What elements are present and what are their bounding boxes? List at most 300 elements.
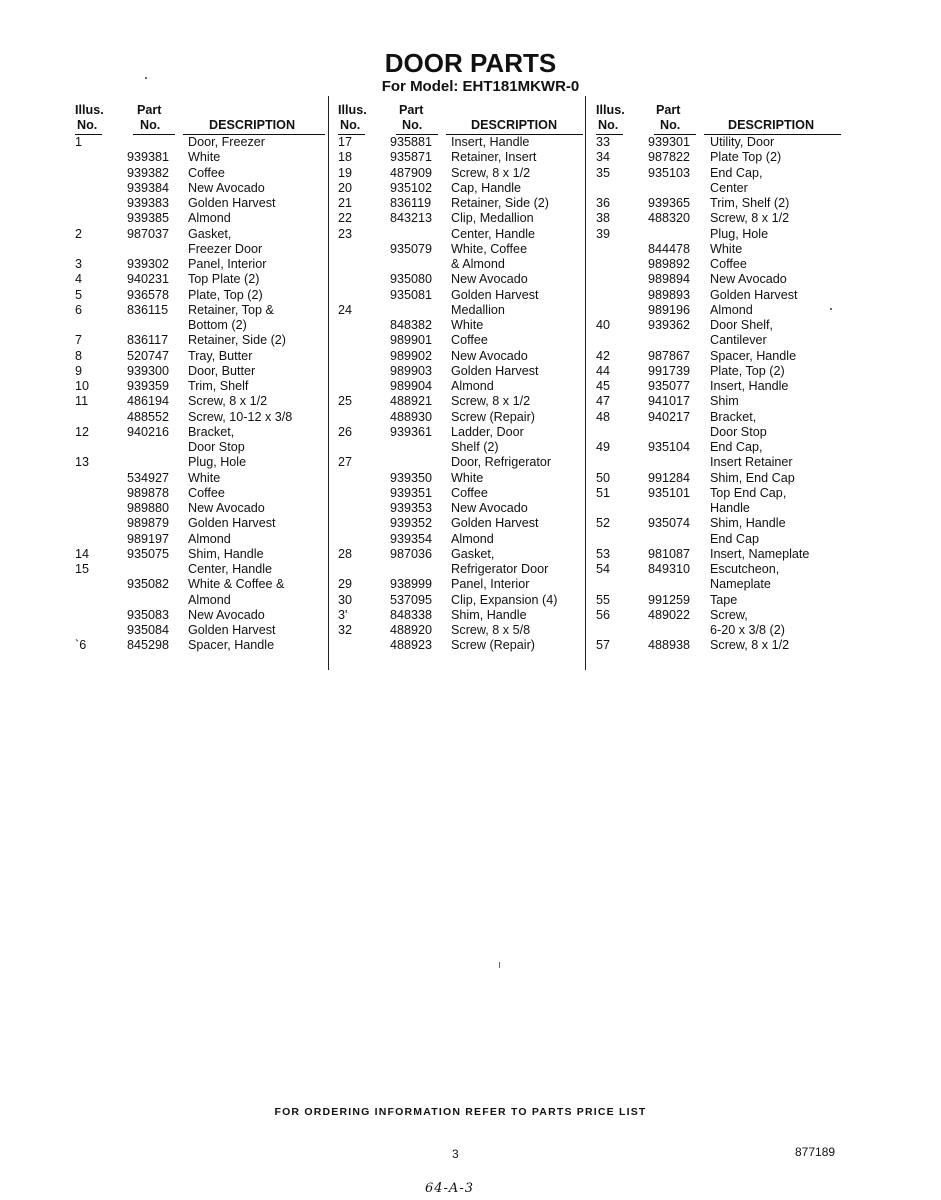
part-no-cell: 989902 [390, 348, 433, 363]
part-no-cell: 991284 [648, 470, 691, 485]
table-row [75, 593, 325, 608]
column-divider-2 [585, 96, 586, 670]
description-cell: Door Stop [710, 424, 767, 439]
part-no-cell: 486194 [127, 394, 170, 409]
illus-no-cell: 32 [338, 623, 353, 637]
part-no-cell: 939359 [127, 379, 170, 393]
part-no-cell: 989879 [127, 516, 170, 531]
part-header: Part [656, 103, 681, 117]
part-no-cell: 941017 [648, 394, 691, 409]
part-no-cell: 935101 [648, 485, 691, 500]
table-row [75, 135, 325, 150]
part-header: Part [137, 103, 162, 117]
column-header [338, 103, 583, 135]
table-row [75, 516, 325, 531]
description-cell: 6-20 x 3/8 (2) [710, 623, 785, 637]
illus-no-cell: 5 [75, 287, 83, 302]
part-no-cell: 989893 [648, 287, 691, 302]
table-row [338, 440, 583, 455]
description-cell: Clip, Expansion (4) [451, 592, 558, 607]
description-cell: Tray, Butter [188, 348, 253, 363]
description-cell: Coffee [451, 333, 488, 348]
description-cell: Insert, Handle [710, 379, 789, 393]
part-no-cell: 989901 [390, 333, 433, 348]
table-row [338, 394, 583, 409]
table-row [596, 577, 841, 592]
illus-no-cell: `6 [75, 638, 87, 653]
table-row [75, 333, 325, 348]
table-row [596, 135, 841, 150]
illus-no-header: No. [598, 118, 619, 132]
part-no-cell: 935083 [127, 607, 170, 622]
table-row [338, 379, 583, 394]
part-no-cell: 939361 [390, 424, 433, 439]
description-cell: White & Coffee & [188, 577, 285, 592]
part-no-cell: 939351 [390, 485, 433, 500]
part-no-cell: 935102 [390, 180, 433, 195]
description-cell: Screw, 10-12 x 3/8 [188, 409, 293, 424]
table-row [596, 257, 841, 272]
table-row [338, 242, 583, 257]
part-no-cell: 939353 [390, 501, 433, 515]
table-row [596, 333, 841, 348]
description-cell: New Avocado [710, 272, 787, 287]
illus-no-cell: 12 [75, 424, 90, 439]
illus-no-cell: 24 [338, 302, 353, 317]
part-no-cell: 488921 [390, 394, 433, 409]
description-cell: Retainer, Side (2) [451, 196, 550, 210]
illus-no-cell: 22 [338, 211, 353, 226]
description-cell: Handle [710, 501, 750, 515]
description-cell: Spacer, Handle [710, 348, 797, 363]
illus-no-cell: 3' [338, 607, 348, 622]
illus-no-cell: 47 [596, 394, 611, 409]
table-row [596, 379, 841, 394]
table-row [75, 577, 325, 592]
table-row [596, 242, 841, 257]
part-no-cell: 939302 [127, 257, 170, 271]
table-row [75, 364, 325, 379]
illus-no-cell: 10 [75, 379, 90, 393]
part-no-cell: 836119 [390, 196, 432, 210]
table-row [75, 150, 325, 165]
description-cell: New Avocado [188, 180, 265, 195]
description-cell: Coffee [451, 485, 488, 500]
table-row [338, 562, 583, 577]
description-cell: Shim [710, 394, 739, 409]
description-cell: New Avocado [188, 607, 265, 622]
table-row [596, 532, 841, 547]
table-row [338, 196, 583, 211]
table-row [338, 288, 583, 303]
illus-no-cell: 56 [596, 607, 611, 622]
description-cell: Screw, 8 x 1/2 [710, 638, 790, 653]
part-no-cell: 989196 [648, 302, 691, 317]
document-number: 877189 [795, 1145, 836, 1159]
illus-no-cell: 39 [596, 226, 611, 241]
description-cell: Shim, Handle [451, 607, 527, 622]
page-number: 3 [452, 1147, 459, 1161]
description-cell: Screw, 8 x 5/8 [451, 623, 531, 637]
table-row [338, 593, 583, 608]
part-no-cell: 939300 [127, 363, 170, 378]
description-cell: Shelf (2) [451, 440, 499, 454]
table-row [75, 532, 325, 547]
description-cell: Spacer, Handle [188, 638, 275, 653]
table-row [75, 257, 325, 272]
table-row [596, 150, 841, 165]
description-cell: Shim, End Cap [710, 470, 795, 485]
illus-no-cell: 52 [596, 516, 611, 531]
table-row [338, 623, 583, 638]
description-cell: Golden Harvest [451, 363, 539, 378]
description-header: DESCRIPTION [471, 118, 558, 132]
table-row [75, 379, 325, 394]
part-no-cell: 935103 [648, 165, 691, 180]
part-no-cell: 939385 [127, 211, 170, 226]
table-row [596, 562, 841, 577]
table-row [338, 272, 583, 287]
table-row [75, 227, 325, 242]
table-row [596, 227, 841, 242]
part-no-cell: 939352 [390, 516, 433, 531]
description-cell: Shim, Handle [188, 546, 264, 561]
table-row [596, 318, 841, 333]
part-no-cell: 488320 [648, 211, 691, 226]
illus-no-cell: 2 [75, 226, 83, 241]
part-no-cell: 935077 [648, 379, 691, 393]
illus-header: Illus. [338, 103, 367, 117]
illus-no-cell: 21 [338, 196, 353, 210]
table-row [596, 471, 841, 486]
illus-no-cell: 9 [75, 363, 83, 378]
table-row [338, 364, 583, 379]
illus-no-cell: 15 [75, 562, 90, 576]
description-cell: Freezer Door [188, 241, 263, 256]
table-row [338, 181, 583, 196]
table-row [338, 211, 583, 226]
table-row [75, 303, 325, 318]
table-row [596, 608, 841, 623]
table-row [338, 638, 583, 653]
table-row [338, 547, 583, 562]
description-cell: Plug, Hole [188, 455, 247, 470]
table-row [75, 562, 325, 577]
description-cell: Bracket, [710, 409, 757, 424]
illus-no-cell: 14 [75, 546, 90, 561]
description-cell: Insert Retainer [710, 455, 793, 470]
part-no-cell: 843213 [390, 211, 433, 226]
part-no-cell: 989904 [390, 379, 433, 393]
description-cell: Door, Refrigerator [451, 455, 552, 470]
illus-no-cell: 25 [338, 394, 353, 409]
description-cell: Golden Harvest [451, 516, 539, 531]
table-row [596, 364, 841, 379]
description-cell: Bottom (2) [188, 318, 247, 332]
description-cell: Nameplate [710, 577, 771, 592]
table-row [338, 349, 583, 364]
description-cell: Plug, Hole [710, 226, 769, 241]
table-row [75, 455, 325, 470]
description-cell: Retainer, Insert [451, 150, 537, 165]
illus-no-cell: 44 [596, 363, 611, 378]
table-row [75, 394, 325, 409]
description-cell: Center [710, 180, 748, 195]
table-row [596, 181, 841, 196]
table-row [596, 410, 841, 425]
part-no-cell: 488923 [390, 638, 433, 653]
illus-no-cell: 3 [75, 257, 83, 271]
part-no-cell: 935104 [648, 440, 691, 454]
illus-no-cell: 20 [338, 180, 353, 195]
description-cell: New Avocado [451, 501, 528, 515]
illus-no-cell: 42 [596, 348, 611, 363]
table-row [596, 501, 841, 516]
illus-no-cell: 55 [596, 592, 611, 607]
table-row [338, 501, 583, 516]
part-no-cell: 991259 [648, 592, 691, 607]
part-no-cell: 844478 [648, 241, 691, 256]
table-row [75, 242, 325, 257]
model-subtitle: For Model: EHT181MKWR-0 [381, 78, 580, 95]
part-no-cell: 939354 [390, 531, 433, 546]
table-row [75, 166, 325, 181]
table-row [596, 455, 841, 470]
description-cell: Screw (Repair) [451, 638, 535, 653]
description-cell: Center, Handle [188, 562, 273, 576]
table-row [596, 349, 841, 364]
part-no-cell: 848338 [390, 607, 433, 622]
description-cell: Retainer, Top & [188, 302, 274, 317]
description-cell: Plate, Top (2) [188, 287, 263, 302]
table-row [596, 440, 841, 455]
part-no-cell: 939350 [390, 470, 433, 485]
description-cell: Almond [188, 531, 231, 546]
description-cell: White [710, 241, 743, 256]
table-row [596, 638, 841, 653]
description-cell: White [188, 150, 221, 165]
description-cell: Ladder, Door [451, 424, 524, 439]
part-no-cell: 939384 [127, 180, 170, 195]
part-no-cell: 991739 [648, 363, 691, 378]
part-no-cell: 989880 [127, 501, 170, 515]
part-no-cell: 537095 [390, 592, 433, 607]
description-cell: Cantilever [710, 333, 767, 348]
description-cell: Shim, Handle [710, 516, 786, 531]
illus-no-cell: 8 [75, 348, 83, 363]
table-row [338, 516, 583, 531]
description-cell: End Cap, [710, 165, 763, 180]
description-cell: Clip, Medallion [451, 211, 534, 226]
table-row [596, 394, 841, 409]
description-cell: Screw, 8 x 1/2 [710, 211, 790, 226]
description-cell: Screw (Repair) [451, 409, 535, 424]
description-cell: Retainer, Side (2) [188, 333, 287, 348]
description-cell: Coffee [188, 165, 225, 180]
illus-no-cell: 6 [75, 302, 83, 317]
table-row [596, 272, 841, 287]
table-row [338, 227, 583, 242]
part-no-cell: 987867 [648, 348, 691, 363]
illus-no-cell: 57 [596, 638, 611, 653]
part-no-header: No. [660, 118, 681, 132]
description-cell: Center, Handle [451, 226, 536, 241]
part-no-cell: 935881 [390, 135, 433, 149]
part-no-cell: 940231 [127, 272, 170, 287]
part-no-cell: 520747 [127, 348, 170, 363]
illus-no-cell: 18 [338, 150, 353, 165]
parts-column-1 [75, 103, 325, 654]
description-cell: Trim, Shelf (2) [710, 196, 790, 210]
table-row [596, 303, 841, 318]
handwritten-note: 64-A-3 [425, 1181, 474, 1196]
description-cell: Refrigerator Door [451, 562, 549, 576]
part-no-cell: 836115 [127, 302, 169, 317]
illus-no-cell: 23 [338, 226, 353, 241]
illus-no-cell: 40 [596, 318, 611, 332]
parts-rows [596, 135, 841, 654]
table-row [338, 471, 583, 486]
description-cell: Door Shelf, [710, 318, 773, 332]
part-no-cell: 488552 [127, 409, 170, 424]
part-no-cell: 987037 [127, 226, 170, 241]
table-row [75, 318, 325, 333]
part-no-cell: 939301 [648, 135, 691, 149]
page-title: DOOR PARTS [384, 48, 557, 78]
table-row [596, 196, 841, 211]
description-cell: End Cap [710, 531, 760, 546]
illus-no-cell: 49 [596, 440, 611, 454]
part-no-cell: 935871 [390, 150, 433, 165]
table-row [75, 638, 325, 653]
description-cell: Gasket, [188, 226, 232, 241]
part-no-cell: 488920 [390, 623, 433, 637]
illus-no-cell: 36 [596, 196, 611, 210]
illus-no-cell: 35 [596, 165, 611, 180]
part-no-cell: 935075 [127, 546, 170, 561]
description-cell: Panel, Interior [188, 257, 267, 271]
part-no-cell: 487909 [390, 165, 433, 180]
part-no-cell: 935081 [390, 287, 433, 302]
column-divider-1 [328, 96, 329, 670]
part-no-cell: 989892 [648, 257, 691, 271]
part-header: Part [399, 103, 424, 117]
description-cell: New Avocado [451, 348, 528, 363]
table-row [338, 425, 583, 440]
part-no-cell: 935080 [390, 272, 433, 287]
table-row [596, 547, 841, 562]
illus-no-cell: 4 [75, 272, 83, 287]
description-header: DESCRIPTION [209, 118, 296, 132]
description-cell: Insert, Nameplate [710, 546, 810, 561]
part-no-cell: 939362 [648, 318, 691, 332]
table-row [75, 211, 325, 226]
table-row [75, 272, 325, 287]
description-cell: & Almond [451, 257, 505, 271]
table-row [338, 608, 583, 623]
table-row [75, 440, 325, 455]
table-row [596, 593, 841, 608]
description-cell: White [451, 318, 484, 332]
illus-no-cell: 17 [338, 135, 353, 149]
illus-no-cell: 11 [75, 394, 89, 409]
illus-no-cell: 28 [338, 546, 353, 561]
description-cell: Golden Harvest [188, 516, 276, 531]
illus-no-cell: 54 [596, 562, 611, 576]
part-no-cell: 989894 [648, 272, 691, 287]
part-no-cell: 935082 [127, 577, 170, 592]
table-row [75, 623, 325, 638]
table-row [338, 410, 583, 425]
description-cell: White, Coffee [451, 241, 528, 256]
parts-rows [75, 135, 325, 654]
description-cell: Door, Butter [188, 363, 256, 378]
description-cell: Door, Freezer [188, 135, 265, 149]
illus-no-cell: 38 [596, 211, 611, 226]
description-cell: Screw, 8 x 1/2 [188, 394, 268, 409]
parts-column-2 [338, 103, 583, 654]
description-cell: Plate, Top (2) [710, 363, 785, 378]
table-row [75, 486, 325, 501]
column-header [75, 103, 325, 135]
part-no-cell: 488938 [648, 638, 691, 653]
description-cell: Escutcheon, [710, 562, 780, 576]
description-cell: Cap, Handle [451, 180, 522, 195]
table-row [75, 501, 325, 516]
description-cell: White [451, 470, 484, 485]
part-no-cell: 939382 [127, 165, 170, 180]
table-row [75, 608, 325, 623]
description-cell: Almond [188, 592, 231, 607]
part-no-cell: 836117 [127, 333, 169, 348]
part-no-cell: 989903 [390, 363, 433, 378]
table-row [75, 349, 325, 364]
description-cell: Screw, 8 x 1/2 [451, 165, 531, 180]
scan-speck [830, 308, 832, 310]
part-no-cell: 987036 [390, 546, 433, 561]
table-row [338, 257, 583, 272]
part-no-cell: 940216 [127, 424, 170, 439]
illus-no-cell: 19 [338, 165, 353, 180]
parts-column-3 [596, 103, 841, 654]
illus-no-cell: 27 [338, 455, 353, 470]
description-cell: Bracket, [188, 424, 235, 439]
part-no-cell: 848382 [390, 318, 433, 332]
part-no-cell: 489022 [648, 607, 691, 622]
description-cell: Coffee [710, 257, 747, 271]
table-row [596, 516, 841, 531]
description-cell: New Avocado [451, 272, 528, 287]
table-row [338, 486, 583, 501]
illus-no-cell: 50 [596, 470, 611, 485]
table-row [75, 288, 325, 303]
table-row [75, 471, 325, 486]
table-row [596, 211, 841, 226]
part-no-cell: 488930 [390, 409, 433, 424]
description-cell: Panel, Interior [451, 577, 530, 592]
part-no-cell: 935079 [390, 241, 433, 256]
description-cell: Plate Top (2) [710, 150, 782, 165]
illus-header: Illus. [75, 103, 104, 117]
description-cell: Golden Harvest [188, 196, 276, 210]
illus-no-cell: 7 [75, 333, 83, 348]
description-cell: Screw, 8 x 1/2 [451, 394, 531, 409]
illus-no-header: No. [77, 118, 98, 132]
description-cell: White [188, 470, 221, 485]
table-row [338, 532, 583, 547]
table-row [338, 333, 583, 348]
illus-no-cell: 13 [75, 455, 90, 470]
